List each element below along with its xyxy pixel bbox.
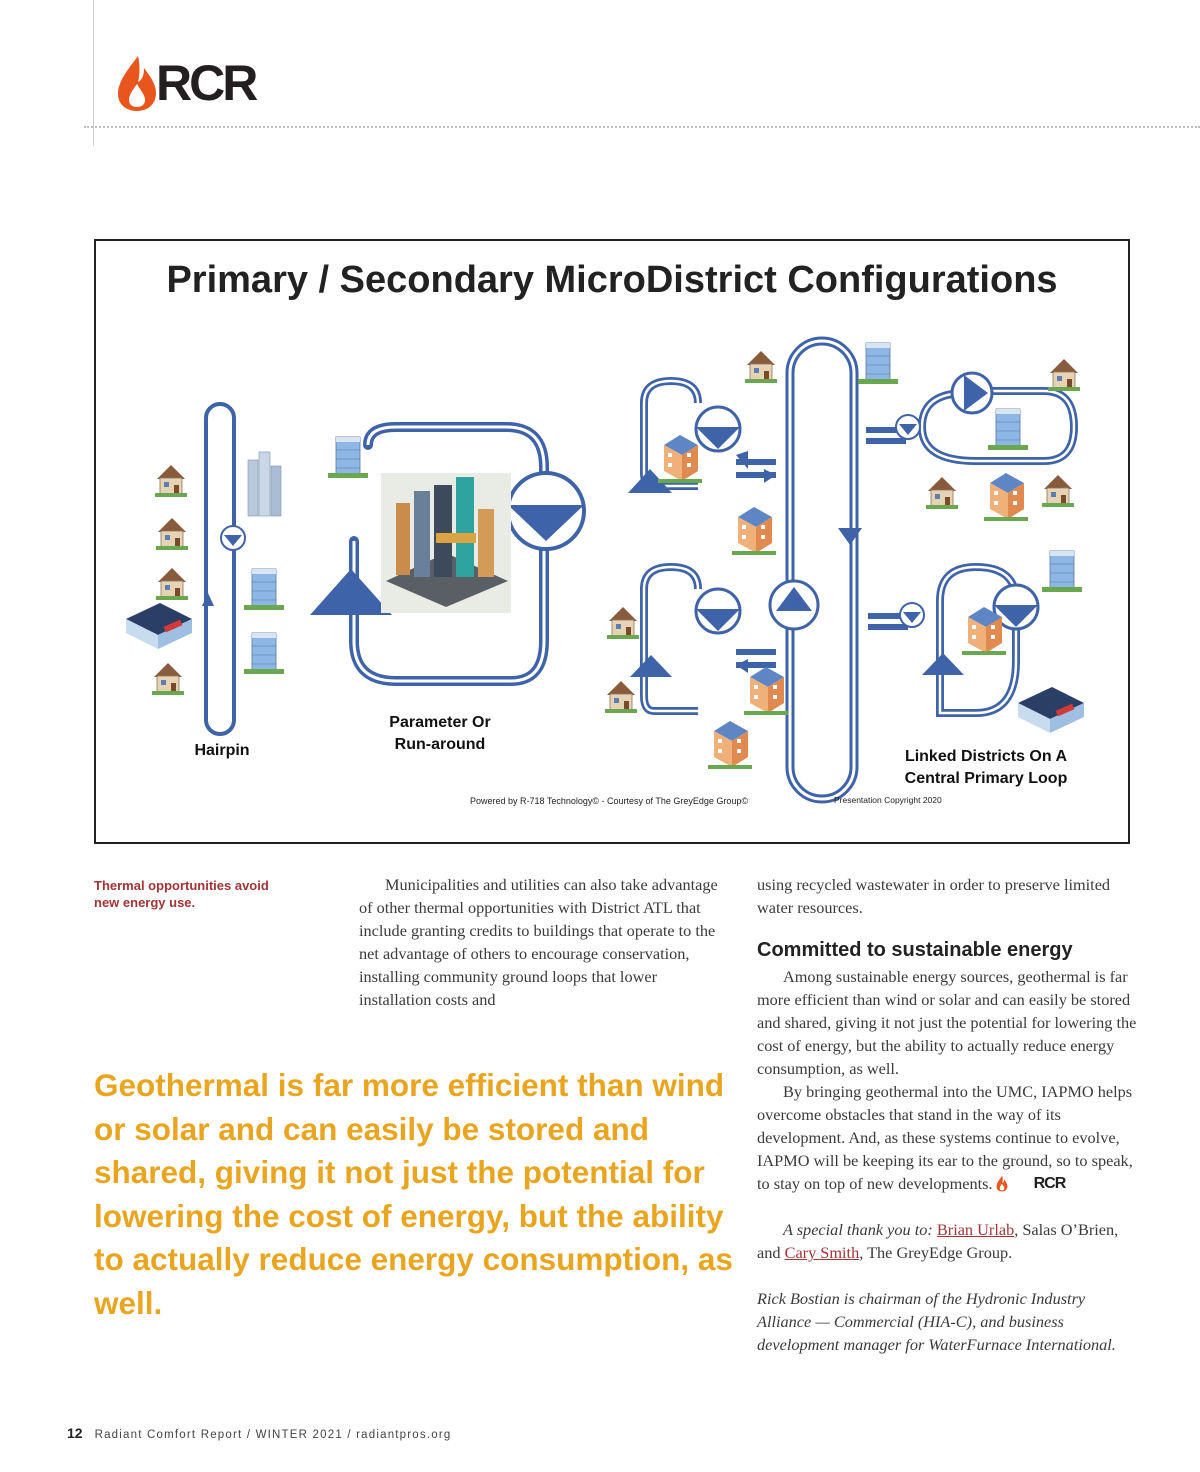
linked-label-line2: Central Primary Loop [904,770,1068,787]
article-column-2 [359,873,724,1011]
house-icon [745,351,777,383]
hairpin-label: Hairpin [194,742,250,759]
runaround-label-line2: Run-around [394,736,486,753]
author-bio: Rick Bostian is chairman of the Hydronic Industry Alliance — Commercial (HIA-C), and business development manager for WaterFurnace International. [757,1289,1116,1354]
secondary-loop [628,381,776,493]
house-icon [926,477,958,509]
thanks-mid: , Salas O’Brien, and [757,1220,1119,1262]
apartment-icon [658,435,702,483]
figure-title: Primary / Secondary MicroDistrict Configurations [166,259,1058,301]
thanks-end: , The GreyEdge Group. [859,1243,1013,1262]
office-building-icon [244,633,284,674]
thanks-intro: A special thank you to: [783,1220,933,1239]
link-brian-urlab[interactable]: Brian Urlab [936,1220,1015,1239]
figure-copyright: Presentation Copyright 2020 [834,795,942,805]
paragraph: Municipalities and utilities can also take advantage of other thermal opportunities with District ATL that include granting credits to buildings that operate to the net advantage of others to encourage conservation, installing community ground loops that lower installation costs and [359,875,718,1009]
central-primary-loop [770,341,862,799]
house-icon [1042,475,1074,507]
house-icon [152,663,184,695]
paragraph: Among sustainable energy sources, geothermal is far more efficient than wind or solar and can easily be stored and shared, giving it not just the potential for lowering the cost of energy, but the ability to actually reduce energy consumption, as well. [757,967,1137,1078]
page-footer [67,1425,451,1441]
house-icon [1048,359,1080,391]
runaround-label-line1: Parameter Or [389,714,491,731]
margin-rule [93,0,94,146]
tower-icon [248,452,281,516]
flame-icon [996,1175,1008,1192]
secondary-loop [868,567,1038,713]
end-mark-logo [996,1172,1066,1195]
market-icon [126,603,192,649]
figure-credit: Powered by R-718 Technology© - Courtesy of The GreyEdge Group© [470,796,749,806]
rcr-logo [116,54,255,112]
sidenote: Thermal opportunities avoid new energy use. [94,878,269,910]
header-dotted-rule [84,126,1200,128]
market-icon [1018,687,1084,733]
pull-quote: Geothermal is far more efficient than wind or solar and can easily be stored and shared, giving it not just the potential for lowering the cost of energy, but the ability to actually reduce energy consumption, as well. [94,1067,733,1321]
office-building-icon [328,437,368,478]
office-building-icon [988,409,1028,450]
office-building-icon [244,569,284,610]
house-icon [607,607,639,639]
apartment-icon [732,507,776,555]
footer-text: Radiant Comfort Report / WINTER 2021 / radiantpros.org [94,1429,452,1441]
end-mark-wordmark: RCR [1033,1175,1066,1192]
house-icon [605,681,637,713]
secondary-loop [866,373,1074,461]
city-icon [381,473,511,613]
apartment-icon [744,667,788,715]
house-icon [156,518,188,550]
thanks-paragraph [757,1218,1137,1264]
office-building-icon [1042,551,1082,592]
diagram-figure [94,239,1130,844]
page-number: 12 [67,1425,83,1441]
paragraph: using recycled wastewater in order to preserve limited water resources. [757,875,1111,917]
apartment-icon [708,721,752,769]
house-icon [156,568,188,600]
house-icon [155,465,187,497]
logo-wordmark: RCR [156,55,256,111]
article-column-3 [757,873,1137,1356]
linked-label-line1: Linked Districts On A [904,748,1068,765]
flame-icon [116,54,158,112]
link-cary-smith[interactable]: Cary Smith [784,1243,860,1262]
hairpin-loop [202,404,245,734]
office-building-icon [858,343,898,384]
section-heading: Committed to sustainable energy [757,939,1073,961]
apartment-icon [984,473,1028,521]
paragraph-with-endmark [757,1080,1137,1195]
paragraph-text: By bringing geothermal into the UMC, IAPMO helps overcome obstacles that stand in the way of its development. And, as these systems continue to evolve, IAPMO will be keeping its ear to the ground, so to speak, to stay on top of new developments. [757,1082,1133,1193]
